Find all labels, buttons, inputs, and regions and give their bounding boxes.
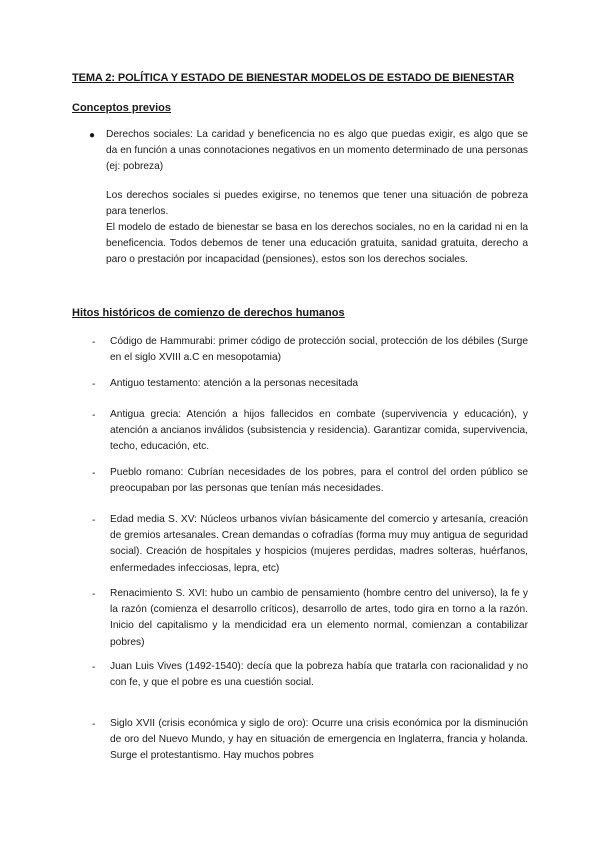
list-dash: - [92,588,96,600]
list-item: Edad media S. XV: Núcleos urbanos vivían básicamente del comercio y artesanía, creación de gremios artesanales. Crean demandas o cofradías (forma muy muy antigua de seguridad social). Creación de hospitales y hospicios (mujeres perdidas, madres solteras, huérfanos, enfermedades infecciosas, lepra, etc) [110,514,528,574]
list-item: Antigua grecia: Atención a hijos fallecidos en combate (supervivencia y educación), y atención a ancianos inválidos (subsistencia y residencia). Garantizar comida, supervivencia, techo, educación, etc. [110,409,528,453]
section-heading-hitos: Hitos históricos de comienzo de derechos humanos [72,307,345,319]
list-item: Pueblo romano: Cubrían necesidades de los pobres, para el control del orden público se preocupaban por las personas que tenían más necesidades. [110,467,528,495]
list-item: Renacimiento S. XVI: hubo un cambio de pensamiento (hombre centro del universo), la fe y la razón (comienza el desarrollo críticos), desarrollo de artes, todo gira en torno a la razón. Inicio del capitalismo y la mendicidad era un elemento normal, comienzan a contabilizar pobres) [110,588,528,648]
bullet-derechos-sociales: Derechos sociales: La caridad y beneficencia no es algo que puedas exigir, es algo que se da en función a unas connotaciones negativos en un momento determinado de una personas (ej: pobreza) [106,129,528,172]
bullet-icon: ● [89,130,96,141]
paragraph-modelo-estado: El modelo de estado de bienestar se basa en los derechos sociales, no en la caridad ni en la beneficencia. Todos debemos de tener una educación gratuita, sanidad gratuita, derecho a paro o prestación por incapacidad (pensiones), estos son los derechos sociales. [106,222,528,265]
list-item: Antiguo testamento: atención a la personas necesitada [110,378,359,389]
section-heading-conceptos: Conceptos previos [72,102,172,114]
list-dash: - [92,467,96,479]
list-dash: - [92,514,96,526]
list-dash: - [92,718,96,730]
document-title: TEMA 2: POLÍTICA Y ESTADO DE BIENESTAR MODELOS DE ESTADO DE BIENESTAR [72,72,515,84]
list-dash: - [92,409,96,421]
list-item: Juan Luis Vives (1492-1540): decía que la pobreza había que tratarla con racionalidad y no con fe, y que el pobre es una cuestión social. [110,661,528,689]
paragraph-derechos-exigibles: Los derechos sociales si puedes exigirse, no tenemos que tener una situación de pobreza para tenerlos. [106,190,528,217]
list-dash: - [92,336,96,348]
list-dash: - [92,661,96,673]
list-item: Siglo XVII (crisis económica y siglo de oro): Ocurre una crisis económica por la disminución de oro del Nuevo Mundo, y hay en situación de emergencia en Inglaterra, francia y holanda. Surge el protestantismo. Hay muchos pobres [110,718,528,762]
list-dash: - [92,378,96,390]
list-item: Código de Hammurabi: primer código de protección social, protección de los débiles (Surge en el siglo XVIII a.C en mesopotamia) [110,336,528,364]
